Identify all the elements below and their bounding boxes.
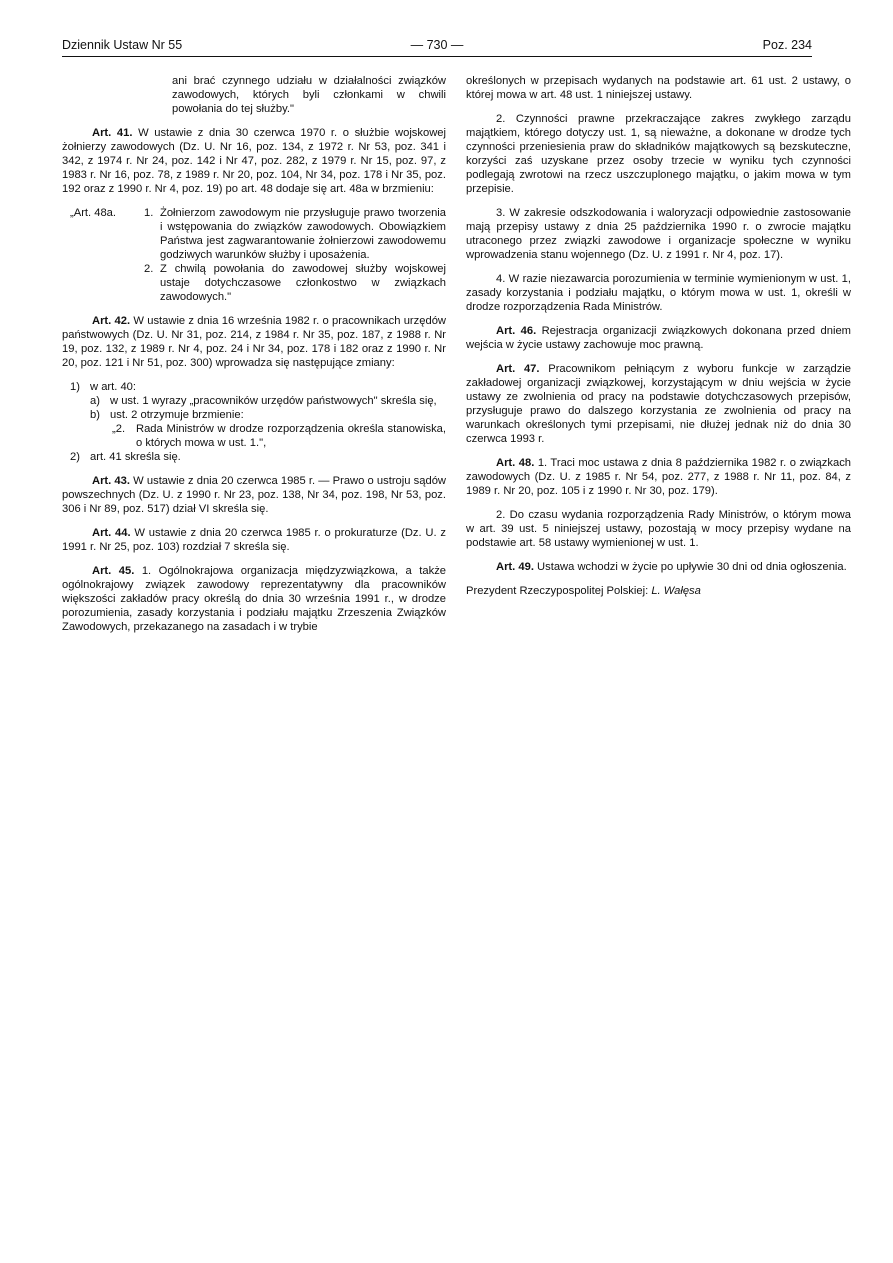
page-header xyxy=(62,37,812,53)
article-44-text: W ustawie z dnia 20 czerwca 1985 r. o prokuraturze (Dz. U. z 1991 r. Nr 25, poz. 103) rozdział 7 skreśla się. xyxy=(62,527,446,553)
article-45-continuation: określonych w przepisach wydanych na podstawie art. 61 ust. 2 ustawy, o której mowa w art. 48 ust. 1 niniejszej ustawy. xyxy=(466,75,851,101)
article-48-para-2: 2. Do czasu wydania rozporządzenia Rady Ministrów, o którym mowa w art. 39 ust. 5 niniejszej ustawy, pozostają w mocy przepisy wydane na podstawie art. 58 ustawy wymienionej w ust. 1. xyxy=(466,509,851,549)
article-45-para-2: 2. Czynności prawne przekraczające zakres zwykłego zarządu majątkiem, którego dotyczy ust. 1, są nieważne, a dokonane w drodze tych czynności przeniesienia praw do składników majątkowych są bezskuteczne, korzyści zaś uzyskane przez osoby trzecie w wyniku tych czynności podlegają zwrotowi na rzecz uszczuplonego majątku, o jakim mowa w tym przepisie. xyxy=(466,113,851,195)
list-item: „2. Rada Ministrów w drodze rozporządzenia określa stanowiska, o których mowa w ust. 1.", xyxy=(112,423,446,449)
article-48a-lead: „Art. 48a. xyxy=(70,207,117,219)
article-45 xyxy=(62,564,446,634)
article-41 xyxy=(62,126,446,196)
article-41-label: Art. 41. xyxy=(92,127,133,139)
article-42 xyxy=(62,314,446,370)
item-number: 1. xyxy=(144,207,154,219)
article-47-text: Pracownikom pełniącym z wyboru funkcje w zarządzie zakładowej organizacji związkowej, korzystającym w dniu wejścia w życie ustawy ze zwolnienia od pracy na podstawie dotychczasowych przepisów, przysługuje prawo do dalszego korzystania ze zwolnienia od pracy na warunkach określonych tymi przepisami, nie dłużej jednak niż do dnia 30 czerwca 1993 r. xyxy=(466,363,851,445)
signature-label: Prezydent Rzeczypospolitej Polskiej: xyxy=(466,585,649,597)
signature-name: L. Wałęsa xyxy=(651,585,701,597)
article-49-text: Ustawa wchodzi w życie po upływie 30 dni od dnia ogłoszenia. xyxy=(537,561,847,573)
left-column xyxy=(62,74,446,644)
article-45-para-4: 4. W razie niezawarcia porozumienia w terminie wymienionym w ust. 1, zasady korzystania i podziału majątku, o którym mowa w ust. 1, określi w drodze rozporządzenia Rada Ministrów. xyxy=(466,273,851,313)
article-48 xyxy=(466,456,851,498)
signature xyxy=(466,584,851,598)
article-45-text: 1. Ogólnokrajowa organizacja międzyzwiązkowa, a także ogólnokrajowy związek zawodowy reprezentatywny dla pracowników większości zakładów pracy określą do dnia 30 września 1991 r., w drodze porozumienia, zasady korzystania i podziału majątku Zrzeszenia Związków Zawodowych, przekazanego na zasadach i w trybie xyxy=(62,565,447,633)
article-42-changes xyxy=(62,380,446,464)
right-column xyxy=(466,74,851,608)
article-46-label: Art. 46. xyxy=(496,325,537,337)
article-41-text: W ustawie z dnia 30 czerwca 1970 r. o służbie wojskowej żołnierzy zawodowych (Dz. U. Nr 16, poz. 134, z 1972 r. Nr 53, poz. 341 i 342, z 1974 r. Nr 24, poz. 142 i Nr 47, poz. 282, z 1979 r. Nr 15, poz. 97, z 1983 r. Nr 16, poz. 78, z 1989 r. Nr 20, poz. 104, Nr 34, poz. 178 i Nr 35, poz. 192 oraz z 1990 r. Nr 4, poz. 19) po art. 48 dodaje się art. 48a w brzmieniu: xyxy=(62,127,447,195)
article-47-label: Art. 47. xyxy=(496,363,540,375)
list-item: 2) art. 41 skreśla się. xyxy=(70,451,181,463)
art40-quote-continuation: ani brać czynnego udziału w działalności związków zawodowych, których byli członkami w chwili powołania do tej służby." xyxy=(172,75,446,115)
article-48-text: 1. Traci moc ustawa z dnia 8 października 1982 r. o związkach zawodowych (Dz. U. z 1985 r. Nr 54, poz. 277, z 1988 r. Nr 11, poz. 84, z 1989 r. Nr 20, poz. 105 i z 1990 r. Nr 30, poz. 179). xyxy=(466,457,852,497)
item-text: Z chwilą powołania do zawodowej służby wojskowej ustaje dotychczasowe członkostwo w związkach zawodowych." xyxy=(160,263,446,303)
list-item: b) ust. 2 otrzymuje brzmienie: xyxy=(90,409,244,421)
article-44-label: Art. 44. xyxy=(92,527,131,539)
article-48a-item-1 xyxy=(62,206,446,262)
article-49 xyxy=(466,560,851,574)
page-number: — 730 — xyxy=(410,38,464,52)
journal-title: Dziennik Ustaw Nr 55 xyxy=(62,38,183,52)
article-44 xyxy=(62,526,446,554)
article-43-text: W ustawie z dnia 20 czerwca 1985 r. — Prawo o ustroju sądów powszechnych (Dz. U. z 1990 r. Nr 23, poz. 138, Nr 34, poz. 198, Nr 53, poz. 306 i Nr 89, poz. 517) dział VI skreśla się. xyxy=(62,475,446,515)
article-45-label: Art. 45. xyxy=(92,565,135,577)
article-49-label: Art. 49. xyxy=(496,561,534,573)
header-rule xyxy=(62,56,812,57)
article-48-label: Art. 48. xyxy=(496,457,535,469)
list-item: 1) w art. 40: xyxy=(70,381,137,393)
article-43 xyxy=(62,474,446,516)
article-43-label: Art. 43. xyxy=(92,475,130,487)
position-number: Poz. 234 xyxy=(762,38,812,52)
article-48a-item-2 xyxy=(62,262,446,304)
item-number: 2. xyxy=(144,263,154,275)
article-45-para-3: 3. W zakresie odszkodowania i waloryzacji odpowiednie zastosowanie mają przepisy ustawy z dnia 25 października 1990 r. o zwrocie majątku utraconego przez związki zawodowe i organizacje społeczne w wyniku wprowadzenia stanu wojennego (Dz. U. z 1991 r. Nr 4, poz. 17). xyxy=(466,207,851,261)
article-47 xyxy=(466,362,851,446)
list-item: a) w ust. 1 wyrazy „pracowników urzędów państwowych" skreśla się, xyxy=(90,395,437,407)
item-text: Żołnierzom zawodowym nie przysługuje prawo tworzenia i wstępowania do związków zawodowych. Obowiązkiem Państwa jest zagwarantowanie żołnierzowi zawodowemu godziwych warunków służby i uposażenia. xyxy=(160,207,446,261)
article-46 xyxy=(466,324,851,352)
article-42-text: W ustawie z dnia 16 września 1982 r. o pracownikach urzędów państwowych (Dz. U. Nr 31, poz. 214, z 1984 r. Nr 35, poz. 187, z 1988 r. Nr 19, poz. 132, z 1989 r. Nr 4, poz. 24 i Nr 34, poz. 178 i 182 oraz z 1990 r. Nr 20, poz. 121 i Nr 51, poz. 300) wprowadza się następujące zmiany: xyxy=(62,315,446,369)
article-48a-quote xyxy=(62,206,446,304)
article-46-text: Rejestracja organizacji związkowych dokonana przed dniem wejścia w życie ustawy zachowuje moc prawną. xyxy=(466,325,851,351)
article-42-label: Art. 42. xyxy=(92,315,131,327)
